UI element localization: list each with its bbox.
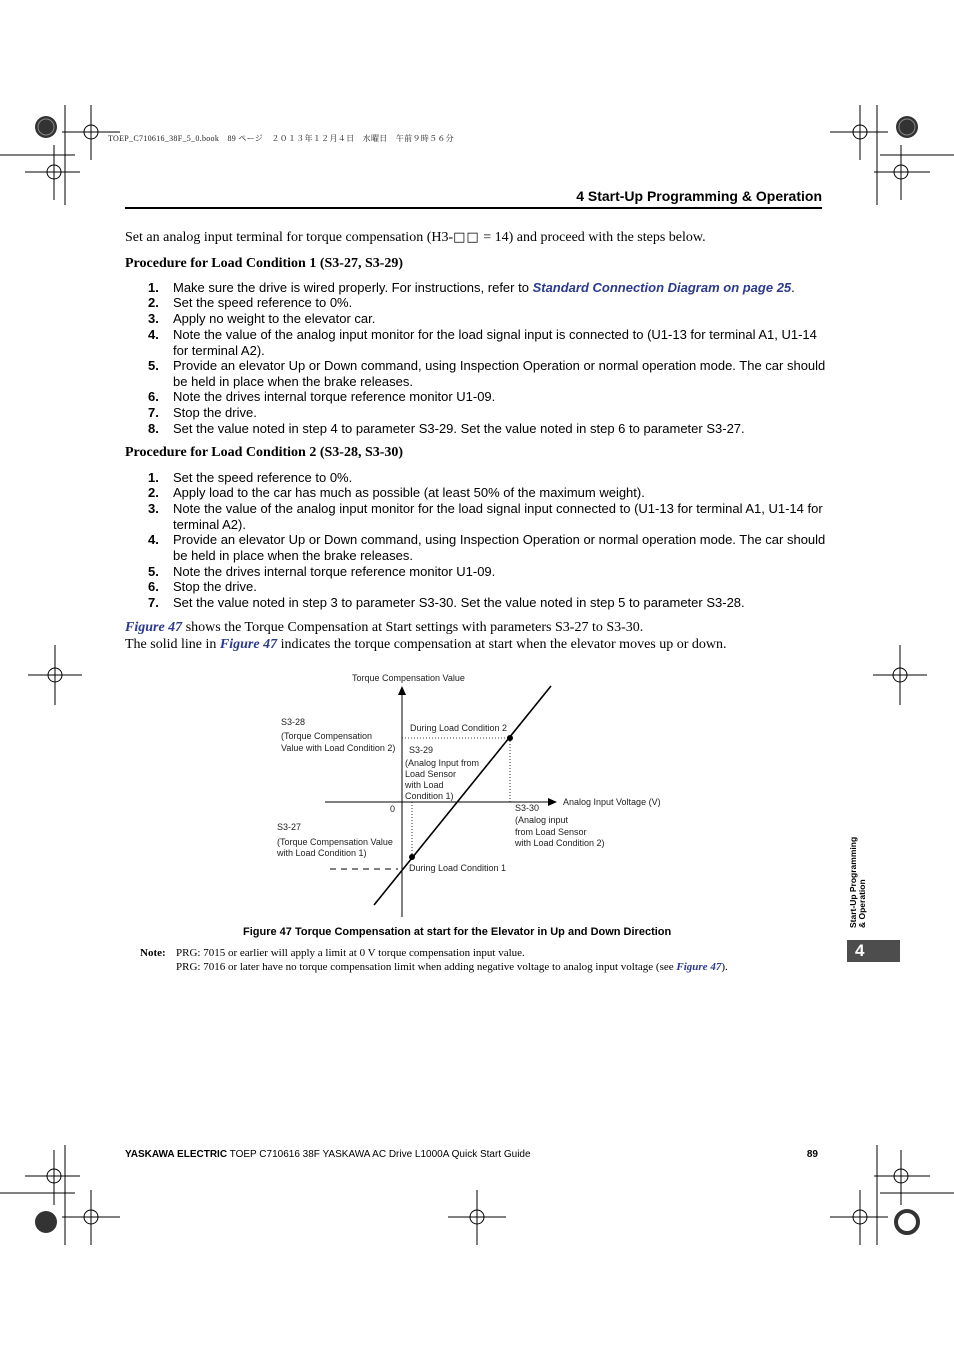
step-number: 1. <box>148 470 159 485</box>
figure-47-link-3[interactable]: Figure 47 <box>676 961 722 973</box>
cond1-point <box>409 854 415 860</box>
s3-28-label: S3-28 <box>281 717 306 727</box>
procedure-2-title: Procedure for Load Condition 2 (S3-28, S3-30) <box>125 445 404 460</box>
s3-29-desc-4: Condition 1) <box>405 791 454 801</box>
intro-text-before: Set an analog input terminal for torque compensation (H3- <box>125 230 454 245</box>
step-number: 2. <box>148 485 159 500</box>
step-number: 6. <box>148 389 159 404</box>
print-header: TOEP_C710616_38F_5_0.book 89 ページ ２０１３年１２月４日 水曜日 午前９時５６分 <box>108 134 454 143</box>
footer <box>125 1149 531 1160</box>
step-text-body: Note the value of the analog input monitor for the load signal input connected to (U1-13 for terminal A1, U1-14 for terminal A2). <box>173 501 823 532</box>
footer-doc: TOEP C710616 38F YASKAWA AC Drive L1000A Quick Start Guide <box>227 1149 531 1160</box>
x-axis-label: Analog Input Voltage (V) <box>563 797 661 807</box>
s3-27-desc-2: with Load Condition 1) <box>277 848 367 858</box>
figure-caption: Figure 47 Torque Compensation at start for the Elevator in Up and Down Direction <box>243 926 672 938</box>
s3-27-desc-1: (Torque Compensation Value <box>277 837 393 847</box>
s3-29-label: S3-29 <box>409 745 434 755</box>
note-line-2-text: PRG: 7016 or later have no torque compensation limit when adding negative voltage to analog input voltage (see <box>176 961 677 973</box>
intro-text-after: = 14) and proceed with the steps below. <box>479 230 706 245</box>
step-text-body: Note the value of the analog input monitor for the load signal input is connected to (U1-13 for terminal A1, U1-14 for terminal A2). <box>173 327 817 358</box>
step-text-body: Set the value noted in step 3 to parameter S3-30. Set the value noted in step 5 to parameter S3-28. <box>173 595 745 610</box>
figure-ref-text-1: shows the Torque Compensation at Start settings with parameters S3-27 to S3-30. <box>182 620 644 635</box>
y-axis-label: Torque Compensation Value <box>352 673 465 683</box>
step-number: 8. <box>148 421 159 436</box>
figure-ref-text-2a: The solid line in <box>125 637 220 652</box>
step-number: 5. <box>148 564 159 579</box>
step-number: 5. <box>148 358 159 373</box>
step-text-body: Provide an elevator Up or Down command, using Inspection Operation or normal operation mode. The car should be held in place when the brake releases. <box>173 358 826 389</box>
step-text-tail: . <box>791 280 795 295</box>
chapter-number: 4 <box>855 941 865 960</box>
page-number: 89 <box>806 1149 818 1160</box>
chapter-tab[interactable] <box>847 940 900 962</box>
step-number: 1. <box>148 280 159 295</box>
figure-ref-text-2b: indicates the torque compensation at start when the elevator moves up or down. <box>277 637 727 652</box>
footer-brand: YASKAWA ELECTRIC <box>125 1149 228 1160</box>
step-text-body: Note the drives internal torque reference monitor U1-09. <box>173 389 496 404</box>
figure-47-link-1[interactable]: Figure 47 <box>125 620 183 635</box>
s3-28-desc-2: Value with Load Condition 2) <box>281 743 396 753</box>
procedure-1-title: Procedure for Load Condition 1 (S3-27, S3-29) <box>125 256 404 271</box>
side-tab-label <box>849 808 871 928</box>
side-tab-label-line-1: Start-Up Programming <box>848 836 858 928</box>
s3-30-desc-2: from Load Sensor <box>515 827 587 837</box>
origin-label: 0 <box>390 804 396 814</box>
s3-29-desc-3: with Load <box>405 780 444 790</box>
step-text-body: Stop the drive. <box>173 579 257 594</box>
x-axis-arrow <box>548 798 557 806</box>
note-line-1: PRG: 7015 or earlier will apply a limit at 0 V torque compensation input value. <box>176 947 525 959</box>
step-number: 2. <box>148 295 159 310</box>
step-number: 3. <box>148 501 159 516</box>
s3-30-label: S3-30 <box>515 803 540 813</box>
step-number: 4. <box>148 532 159 547</box>
step-text-body: Note the drives internal torque reference monitor U1-09. <box>173 564 496 579</box>
side-tab-label-line-2: & Operation <box>857 879 867 928</box>
step-text-body: Make sure the drive is wired properly. For instructions, refer to <box>173 280 533 295</box>
standard-connection-diagram-link[interactable]: Standard Connection Diagram on page 25 <box>532 280 792 295</box>
parameter-boxes: □□ <box>453 230 480 245</box>
step-number: 7. <box>148 405 159 420</box>
step-text-body: Set the speed reference to 0%. <box>173 470 353 485</box>
s3-29-desc-1: (Analog Input from <box>405 758 480 768</box>
s3-30-desc-1: (Analog input <box>515 815 569 825</box>
step-number: 6. <box>148 579 159 594</box>
s3-27-label: S3-27 <box>277 822 302 832</box>
figure-47-link-2[interactable]: Figure 47 <box>219 637 278 652</box>
s3-28-desc-1: (Torque Compensation <box>281 731 373 741</box>
step-number: 3. <box>148 311 159 326</box>
step-number: 4. <box>148 327 159 342</box>
note-label: Note: <box>140 947 166 959</box>
s3-30-desc-3: with Load Condition 2) <box>515 838 605 848</box>
y-axis-arrow <box>398 686 406 695</box>
step-number: 7. <box>148 595 159 610</box>
step-text-body: Provide an elevator Up or Down command, using Inspection Operation or normal operation mode. The car should be held in place when the brake releases. <box>173 532 826 563</box>
step-text-body: Apply no weight to the elevator car. <box>173 311 376 326</box>
step-text-body: Apply load to the car has much as possible (at least 50% of the maximum weight). <box>173 485 645 500</box>
step-text-body: Set the speed reference to 0%. <box>173 295 353 310</box>
cond2-point <box>507 735 513 741</box>
note-line-2 <box>176 961 728 973</box>
step-text-body: Set the value noted in step 4 to parameter S3-29. Set the value noted in step 6 to parameter S3-27. <box>173 421 745 436</box>
s3-29-desc-2: Load Sensor <box>405 769 457 779</box>
note-line-2-tail: ). <box>721 961 728 973</box>
cond1-label: During Load Condition 1 <box>409 863 507 873</box>
section-header: 4 Start-Up Programming & Operation <box>576 188 822 204</box>
step-text-body: Stop the drive. <box>173 405 257 420</box>
cond2-label: During Load Condition 2 <box>410 723 508 733</box>
